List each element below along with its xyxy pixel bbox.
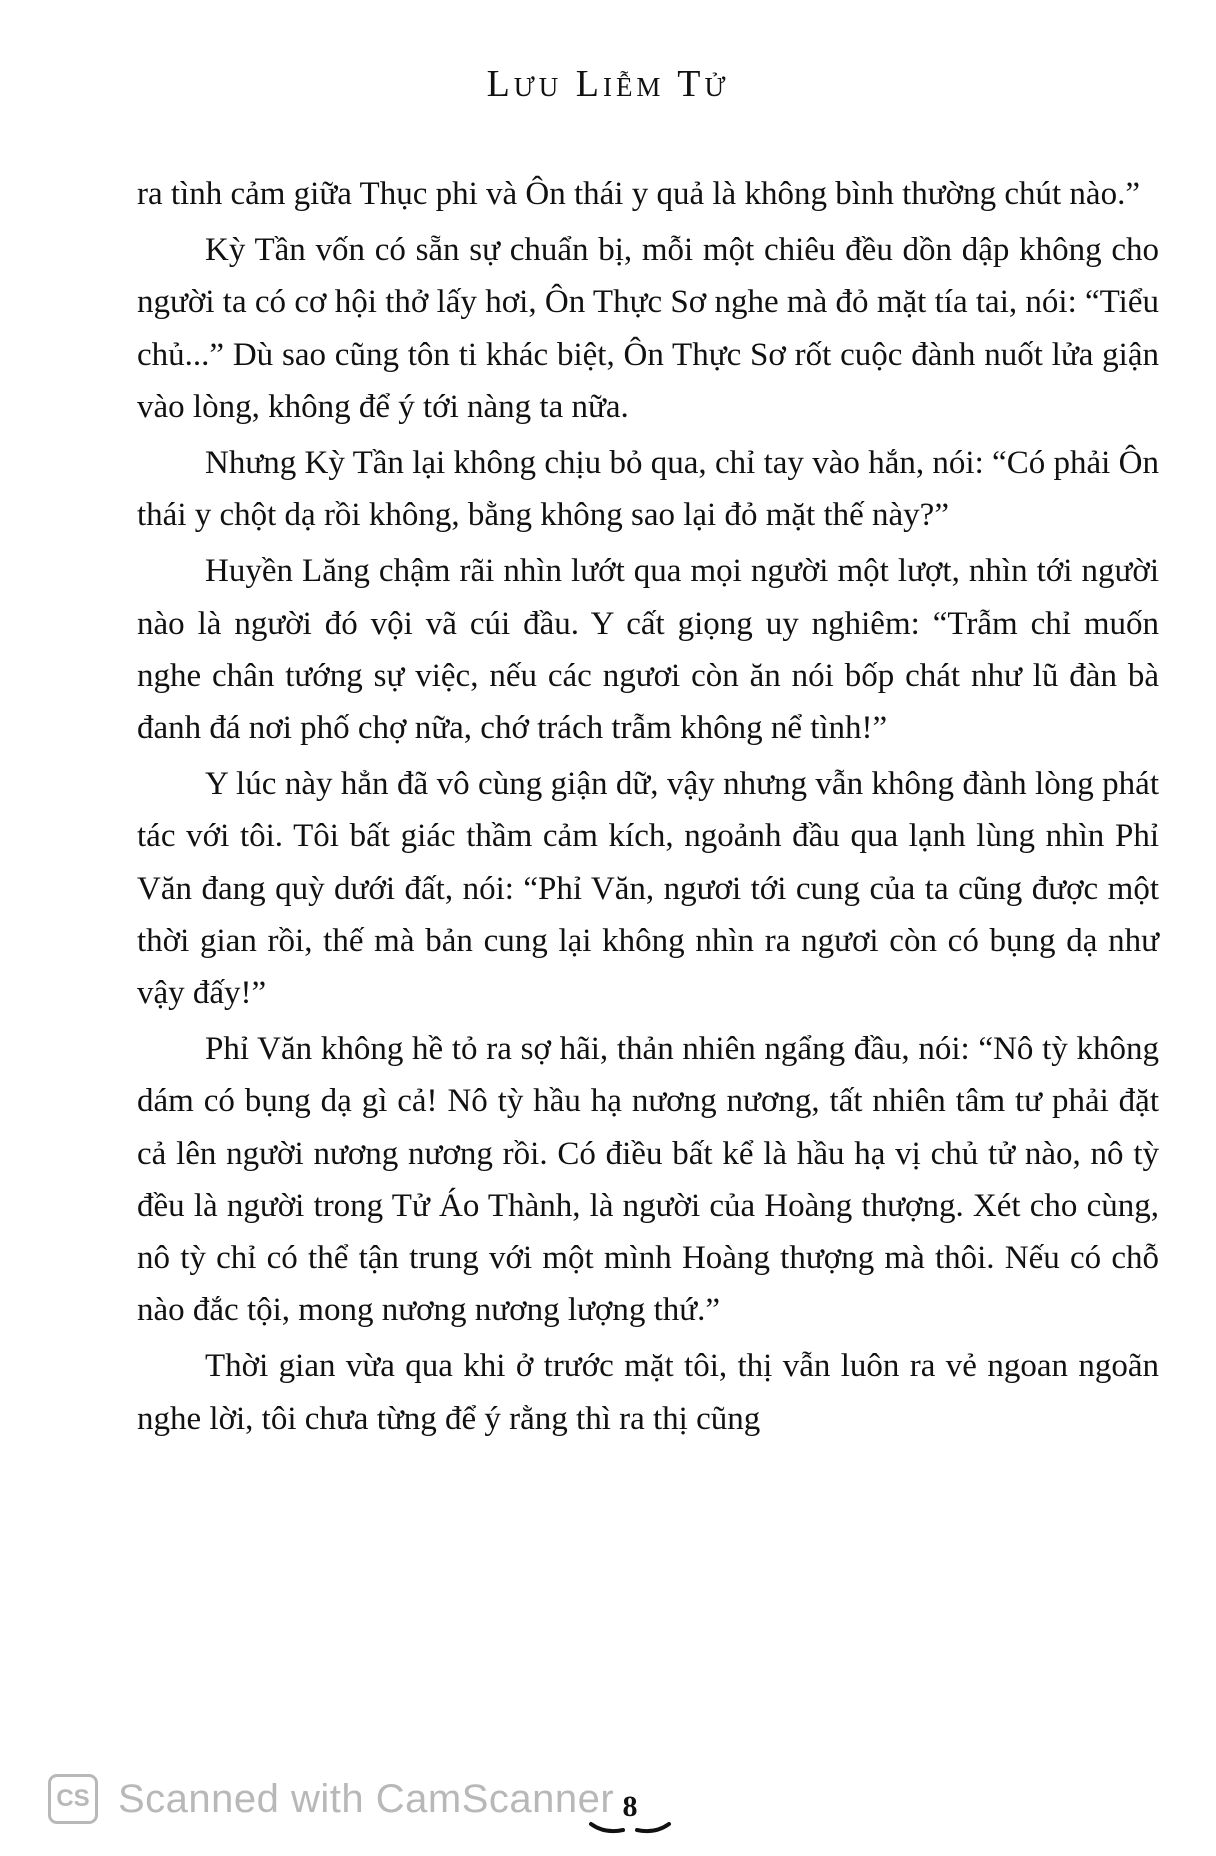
paragraph-continued: ra tình cảm giữa Thục phi và Ôn thái y quả là không bình thường chút nào.”	[137, 176, 1140, 212]
body-text	[137, 168, 1159, 1449]
paragraph: Kỳ Tần vốn có sẵn sự chuẩn bị, mỗi một chiêu đều dồn dập không cho người ta có cơ hội thở lấy hơi, Ôn Thực Sơ nghe mà đỏ mặt tía tai, nói: “Tiểu chủ...” Dù sao cũng tôn ti khác biệt, Ôn Thực Sơ rốt cuộc đành nuốt lửa giận vào lòng, không để ý tới nàng ta nữa.	[137, 232, 1159, 425]
watermark-text: Scanned with CamScanner	[118, 1776, 615, 1821]
page-number: 8	[622, 1790, 638, 1823]
paragraph: Thời gian vừa qua khi ở trước mặt tôi, thị vẫn luôn ra vẻ ngoan ngoãn nghe lời, tôi chưa từng để ý rằng thì ra thị cũng	[137, 1348, 1159, 1437]
paragraph: Huyền Lăng chậm rãi nhìn lướt qua mọi người một lượt, nhìn tới người nào là người đó vội vã cúi đầu. Y cất giọng uy nghiêm: “Trẫm chỉ muốn nghe chân tướng sự việc, nếu các ngươi còn ăn nói bốp chát như lũ đàn bà đanh đá nơi phố chợ nữa, chớ trách trẫm không nể tình!”	[137, 553, 1159, 747]
camscanner-watermark	[48, 1772, 614, 1826]
camscanner-logo-icon: CS	[48, 1774, 98, 1824]
paragraph: Phỉ Văn không hề tỏ ra sợ hãi, thản nhiên ngẩng đầu, nói: “Nô tỳ không dám có bụng dạ gì cả! Nô tỳ hầu hạ nương nương, tất nhiên tâm tư phải đặt cả lên người nương nương rồi. Có điều bất kể là hầu hạ vị chủ tử nào, nô tỳ đều là người trong Tử Áo Thành, là người của Hoàng thượng. Xét cho cùng, nô tỳ chỉ có thể tận trung với một mình Hoàng thượng mà thôi. Nếu có chỗ nào đắc tội, mong nương nương lượng thứ.”	[137, 1031, 1159, 1329]
running-header-title: Lưu Liễm Tử	[486, 63, 730, 105]
page-footer	[585, 1790, 675, 1842]
paragraph: Nhưng Kỳ Tần lại không chịu bỏ qua, chỉ tay vào hắn, nói: “Có phải Ôn thái y chột dạ rồi không, bằng không sao lại đỏ mặt thế này?”	[137, 445, 1159, 534]
page-number-ornament-icon	[585, 1818, 675, 1838]
paragraph: Y lúc này hẳn đã vô cùng giận dữ, vậy nhưng vẫn không đành lòng phát tác với tôi. Tôi bất giác thầm cảm kích, ngoảnh đầu qua lạnh lùng nhìn Phỉ Văn đang quỳ dưới đất, nói: “Phỉ Văn, ngươi tới cung của ta cũng được một thời gian rồi, thế mà bản cung lại không nhìn ra ngươi còn có bụng dạ như vậy đấy!”	[137, 766, 1159, 1012]
